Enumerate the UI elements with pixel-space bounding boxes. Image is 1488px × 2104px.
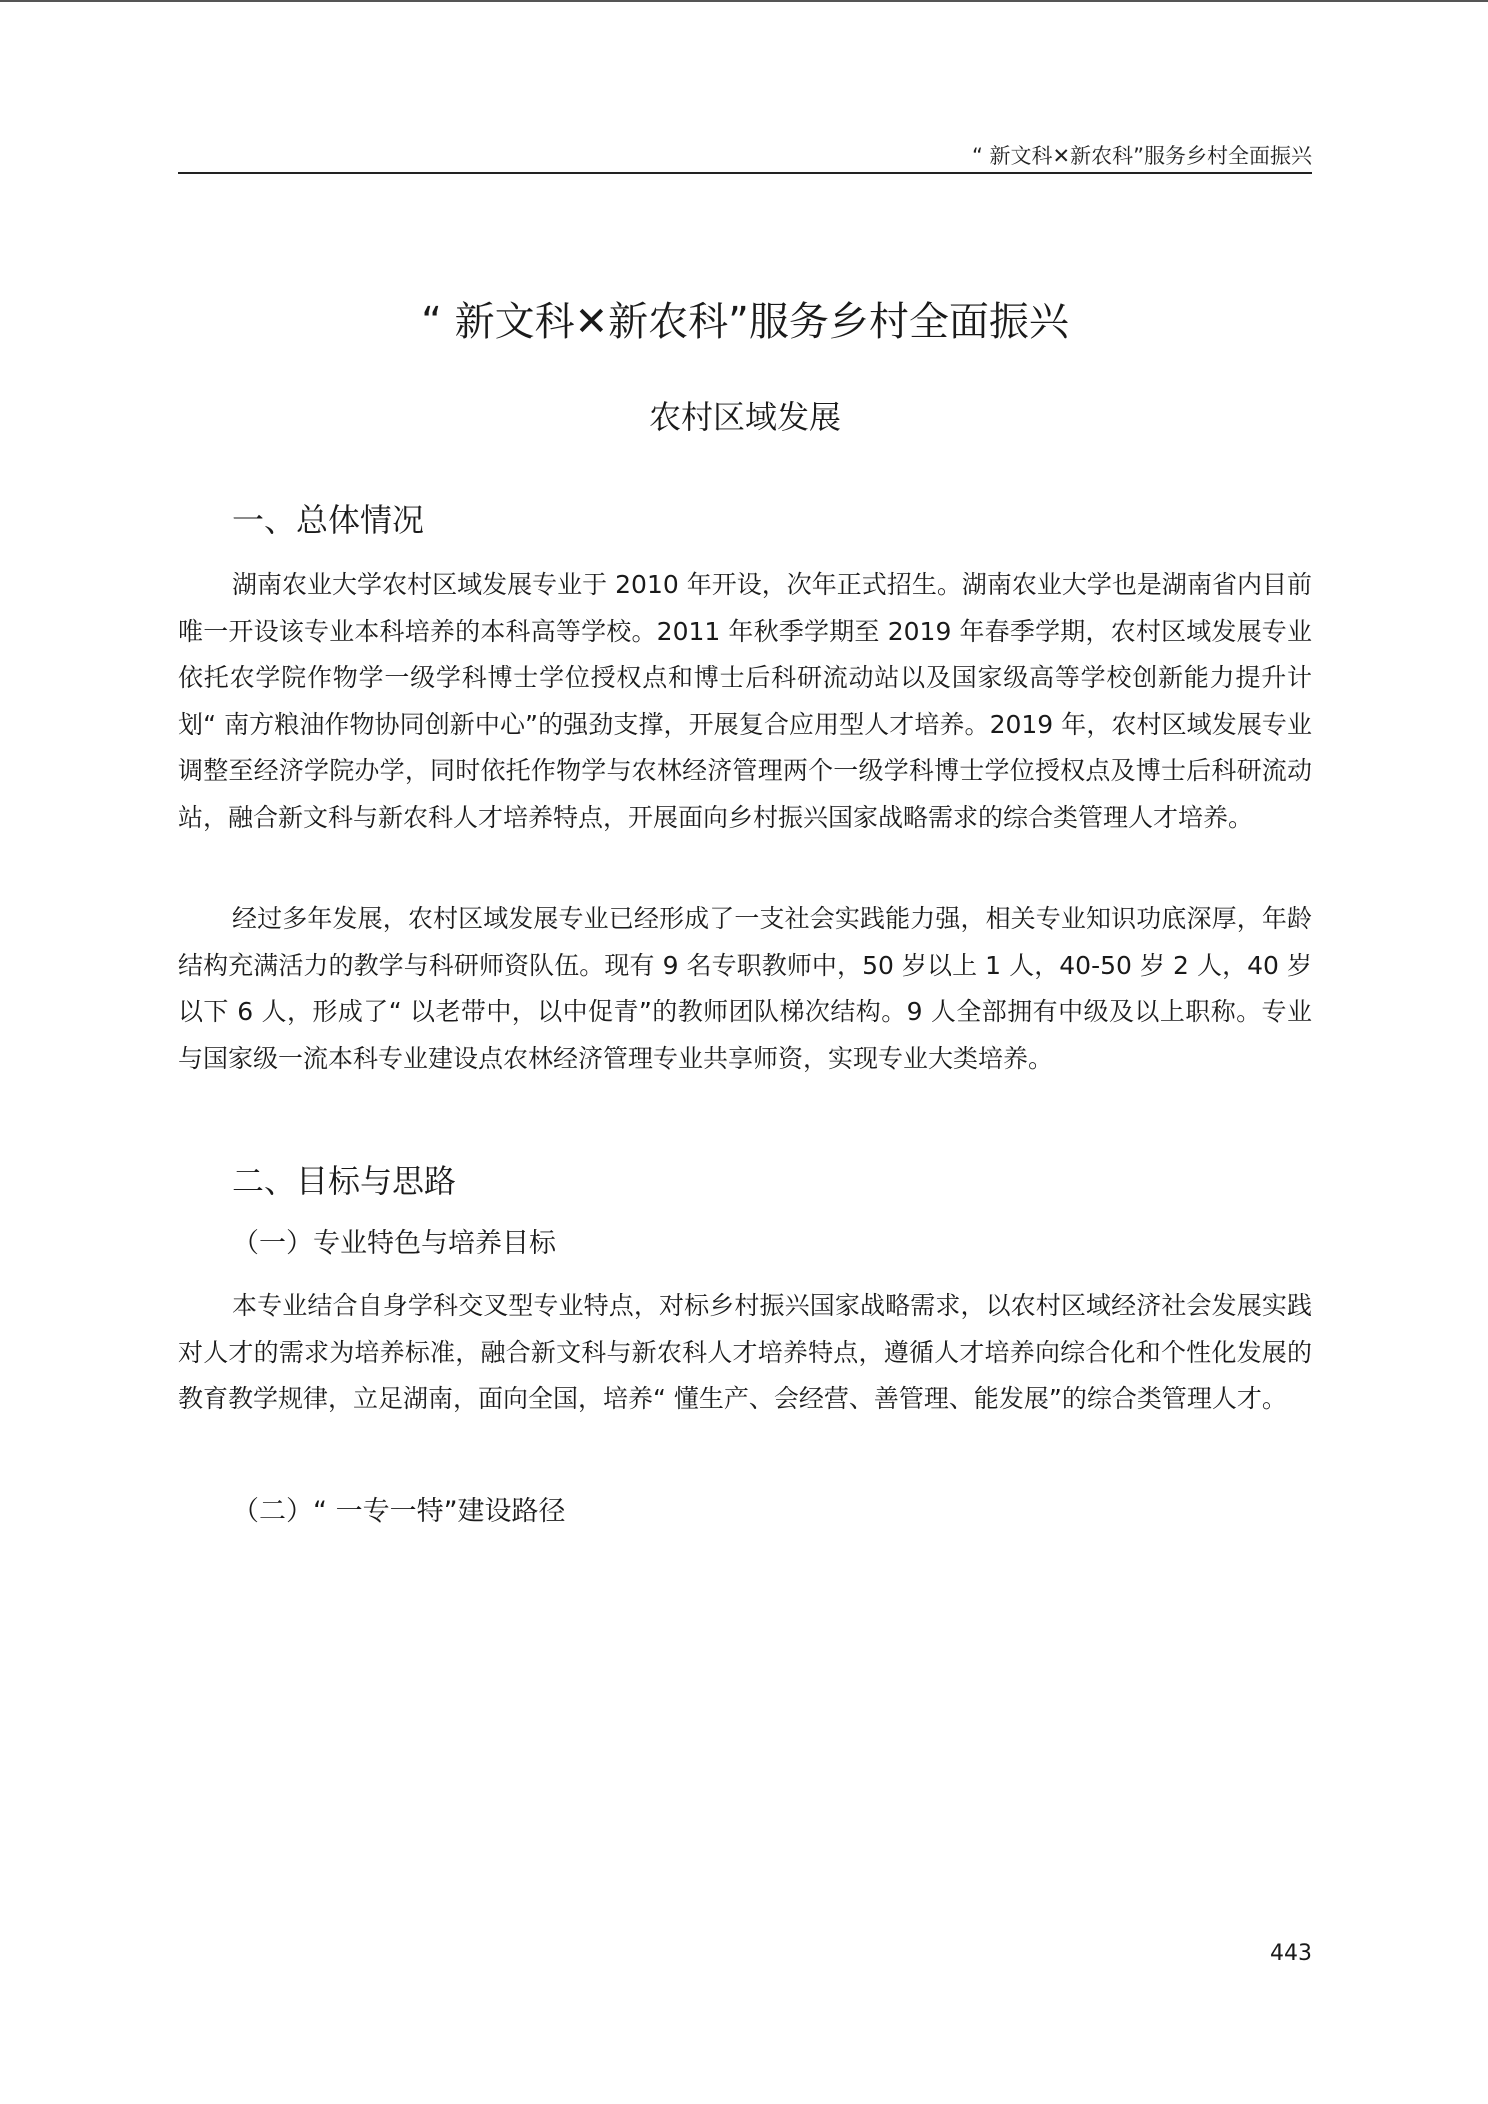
subsection-heading-path: （二）“ 一专一特”建设路径 bbox=[232, 1496, 566, 1527]
page-number: 443 bbox=[1270, 1941, 1312, 1966]
running-header: “ 新文科✕新农科”服务乡村全面振兴 bbox=[971, 144, 1312, 168]
paragraph-features: 本专业结合自身学科交叉型专业特点，对标乡村振兴国家战略需求，以农村区域经济社会发展实践对人才的需求为培养标准，融合新文科与新农科人才培养特点，遵循人才培养向综合化和个性化发展的教育教学规律，立足湖南，面向全国，培养“ 懂生产、会经营、善管理、能发展”的综合类管理人才。 bbox=[178, 1291, 1312, 1413]
page-top-edge bbox=[0, 0, 1488, 2]
header-rule bbox=[178, 172, 1312, 174]
subsection-heading-features: （一）专业特色与培养目标 bbox=[232, 1228, 556, 1259]
section-heading-overview: 一、总体情况 bbox=[232, 501, 425, 539]
paragraph-overview-1: 湖南农业大学农村区域发展专业于 2010 年开设，次年正式招生。湖南农业大学也是湖南省内目前唯一开设该专业本科培养的本科高等学校。2011 年秋季学期至 2019 年春季学期，农村区域发展专业依托农学院作物学一级学科博士学位授权点和博士后科研流动站以及国家级高等学校创新能力提升计划“ 南方粮油作物协同创新中心”的强劲支撑，开展复合应用型人才培养。2019 年，农村区域发展专业调整至经济学院办学，同时依托作物学与农林经济管理两个一级学科博士学位授权点及博士后科研流动站，融合新文科与新农科人才培养特点，开展面向乡村振兴国家战略需求的综合类管理人才培养。 bbox=[178, 570, 1312, 832]
document-title: “ 新文科✕新农科”服务乡村全面振兴 bbox=[421, 299, 1069, 345]
section-heading-goals: 二、目标与思路 bbox=[232, 1162, 457, 1200]
paragraph-overview-2: 经过多年发展，农村区域发展专业已经形成了一支社会实践能力强，相关专业知识功底深厚，年龄结构充满活力的教学与科研师资队伍。现有 9 名专职教师中，50 岁以上 1 人，40-50 岁 2 人，40 岁以下 6 人，形成了“ 以老带中，以中促青”的教师团队梯次结构。9 人全部拥有中级及以上职称。专业与国家级一流本科专业建设点农林经济管理专业共享师资，实现专业大类培养。 bbox=[178, 904, 1312, 1073]
document-subtitle: 农村区域发展 bbox=[648, 398, 841, 436]
